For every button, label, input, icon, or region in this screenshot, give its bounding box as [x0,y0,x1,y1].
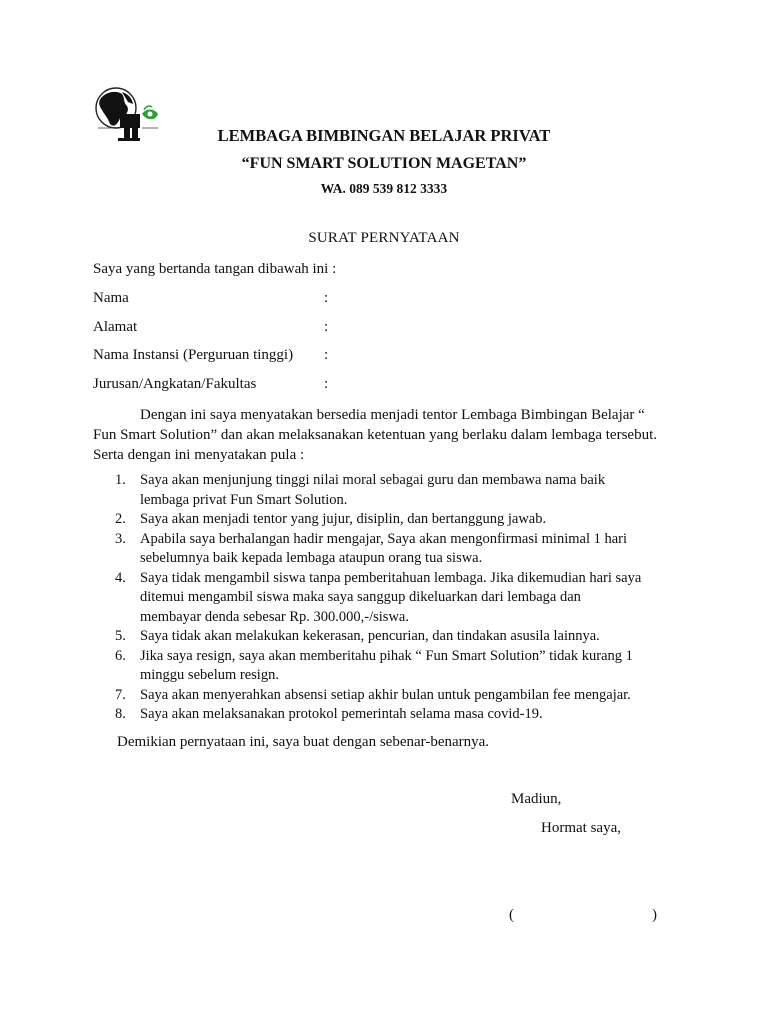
list-item-text: minggu sebelum resign. [140,667,279,683]
field-colon: : [324,319,329,335]
list-item [93,686,693,706]
list-item [93,530,693,569]
list-item [93,569,693,628]
list-item-number: 4. [115,569,126,586]
closing-statement: Demikian pernyataan ini, saya buat dengan sebenar-benarnya. [117,734,490,750]
field-label-nama: Nama [93,290,129,306]
list-item-text: Saya tidak mengambil siswa tanpa pemberitahuan lembaga. Jika dikemudian hari saya [140,569,642,586]
list-item-text: sebelumnya baik kepada lembaga ataupun orang tua siswa. [140,550,483,566]
list-item-text: membayar denda sebesar Rp. 300.000,-/siswa. [140,608,409,625]
field-colon: : [324,376,329,392]
field-label-alamat: Alamat [93,319,138,335]
contact-number: WA. 089 539 812 3333 [320,181,448,196]
list-item-text: Saya tidak akan melakukan kekerasan, pencurian, dan tindakan asusila lainnya. [140,628,600,644]
statement-line: Fun Smart Solution” dan akan melaksanakan ketentuan yang berlaku dalam lembaga tersebut. [93,427,657,443]
signature-regards: Hormat saya, [541,820,621,836]
list-item [93,510,693,530]
commitment-list [93,471,693,725]
list-item-number: 3. [115,530,126,547]
brand-name: “FUN SMART SOLUTION MAGETAN” [241,155,527,172]
list-item-number: 5. [115,628,126,644]
list-item-number: 7. [115,686,126,703]
document-title: SURAT PERNYATAAN [308,230,460,246]
field-colon: : [324,347,329,363]
list-item-number: 6. [115,647,126,664]
list-item [93,647,693,686]
list-item-text: Apabila saya berhalangan hadir mengajar, Saya akan mengonfirmasi minimal 1 hari [140,530,628,547]
statement-line: Serta dengan ini menyatakan pula : [93,447,305,463]
list-item-text: Saya akan menjadi tentor yang jujur, disiplin, dan bertanggung jawab. [140,511,547,527]
signature-paren-open: ( [509,907,514,923]
list-item-text: Saya akan menyerahkan absensi setiap akhir bulan untuk pengambilan fee mengajar. [140,686,631,703]
institution-name: LEMBAGA BIMBINGAN BELAJAR PRIVAT [217,126,551,145]
list-item-number: 1. [115,472,126,488]
list-item [93,471,693,510]
list-item-number: 2. [115,511,126,527]
statement-line: Dengan ini saya menyatakan bersedia menjadi tentor Lembaga Bimbingan Belajar “ [140,407,645,423]
signature-paren-close: ) [652,907,657,923]
list-item-text: Saya akan melaksanakan protokol pemerintah selama masa covid-19. [140,706,543,722]
list-item-text: Jika saya resign, saya akan memberitahu pihak “ Fun Smart Solution” tidak kurang 1 [140,647,633,664]
list-item-text: lembaga privat Fun Smart Solution. [140,491,348,508]
signature-city: Madiun, [511,791,562,807]
field-label-instansi: Nama Instansi (Perguruan tinggi) [93,347,294,363]
list-item-text: Saya akan menjunjung tinggi nilai moral sebagai guru dan membawa nama baik [140,472,606,488]
list-item-text: ditemui mengambil siswa maka saya sanggup dikeluarkan dari lembaga dan [140,589,581,605]
statement-paragraph [93,405,693,465]
field-colon: : [324,290,329,306]
field-label-jurusan: Jurusan/Angkatan/Fakultas [93,376,257,392]
list-item [93,705,693,725]
intro-text: Saya yang bertanda tangan dibawah ini : [93,261,337,277]
list-item-number: 8. [115,706,126,722]
list-item [93,627,693,647]
